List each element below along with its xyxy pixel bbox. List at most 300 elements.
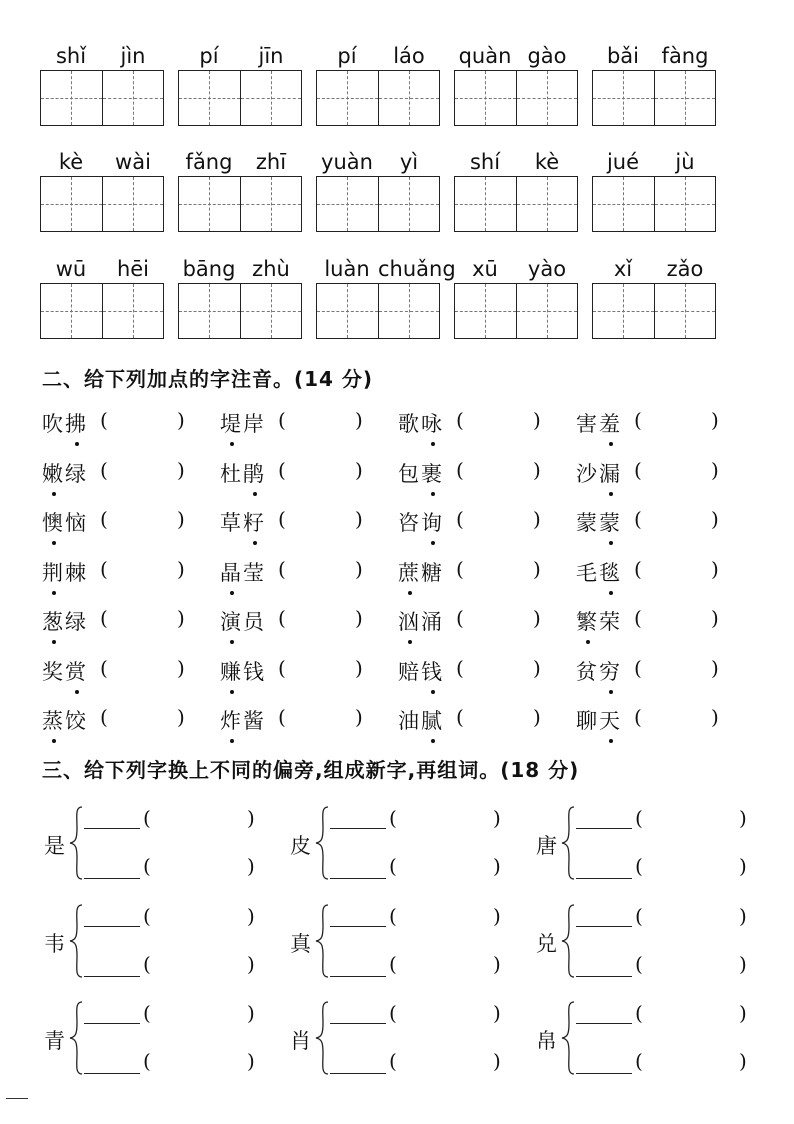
pinyin-answer-blank[interactable] <box>290 408 352 434</box>
pinyin-syllable: yuàn <box>321 150 373 174</box>
answer-paren-open: ( <box>456 408 464 432</box>
tianzige-cell[interactable] <box>516 71 578 125</box>
pinyin-syllable: jué <box>606 150 640 174</box>
word-paren-close: ) <box>493 1001 501 1025</box>
writing-grid[interactable] <box>454 176 578 232</box>
dotted-char: 蔗 <box>398 557 421 587</box>
word-text <box>220 408 266 438</box>
answer-paren-open: ( <box>634 457 642 482</box>
writing-grid[interactable] <box>592 70 716 126</box>
tianzige-cell[interactable] <box>179 71 240 125</box>
pinyin-syllable: zǎo <box>666 257 704 281</box>
tianzige-cell[interactable] <box>455 177 516 231</box>
answer-paren-close: ) <box>355 408 363 432</box>
new-char-blank[interactable] <box>576 926 632 927</box>
pinyin-labels <box>454 255 578 283</box>
pinyin-labels <box>592 148 716 176</box>
pinyin-answer-blank[interactable] <box>646 458 708 484</box>
annotation-item <box>398 652 576 692</box>
word-text <box>398 458 444 488</box>
new-char-blank[interactable] <box>330 976 386 977</box>
dotted-char: 腻 <box>421 705 444 735</box>
base-character: 帛 <box>536 1029 557 1053</box>
answer-paren-open: ( <box>456 606 464 630</box>
writing-grid[interactable] <box>316 70 440 126</box>
pinyin-syllable: zhī <box>255 150 287 174</box>
answer-paren-close: ) <box>711 606 719 630</box>
answer-paren-close: ) <box>711 556 719 581</box>
base-character: 兑 <box>536 932 557 956</box>
answer-paren-open: ( <box>278 556 286 581</box>
pinyin-labels <box>40 42 164 70</box>
pinyin-answer-blank[interactable] <box>646 705 708 731</box>
tianzige-cell[interactable] <box>654 284 716 338</box>
pinyin-answer-blank[interactable] <box>112 557 174 583</box>
word-paren-open: ( <box>389 904 397 928</box>
word-text <box>398 507 444 537</box>
annotation-item <box>42 404 220 444</box>
brace-path <box>562 905 574 977</box>
dotted-char: 天 <box>599 705 622 735</box>
tianzige-cell[interactable] <box>654 71 716 125</box>
answer-paren-close: ) <box>355 705 363 729</box>
section2-heading: 二、给下列加点的字注音。(14 分) <box>42 367 374 391</box>
answer-paren-open: ( <box>278 705 286 729</box>
answer-paren-open: ( <box>456 457 464 482</box>
dotted-char: 炸 <box>220 705 243 735</box>
writing-grid[interactable] <box>454 70 578 126</box>
tianzige-cell[interactable] <box>317 177 378 231</box>
annotation-row <box>42 602 742 642</box>
dotted-char: 拂 <box>65 408 88 438</box>
word-char: 赔 <box>398 659 421 684</box>
writing-grid[interactable] <box>454 283 578 339</box>
answer-paren-close: ) <box>533 457 541 482</box>
pinyin-syllable: jù <box>675 150 695 174</box>
word-char: 贫 <box>576 659 599 684</box>
radical-group <box>536 806 756 890</box>
tianzige-cell[interactable] <box>41 177 102 231</box>
word-paren-open: ( <box>635 952 643 976</box>
tianzige-cell[interactable] <box>516 284 578 338</box>
word-paren-close: ) <box>739 1049 747 1073</box>
new-char-blank[interactable] <box>84 1023 140 1024</box>
word-paren-close: ) <box>247 806 255 830</box>
pinyin-labels <box>316 148 440 176</box>
pinyin-syllable: yì <box>399 150 419 174</box>
answer-paren-close: ) <box>355 655 363 680</box>
pinyin-word-group <box>454 42 578 132</box>
pinyin-syllable: yào <box>527 257 567 281</box>
annotation-item <box>398 553 576 593</box>
pinyin-word-group <box>178 255 302 345</box>
brace-path <box>562 1002 574 1074</box>
word-text <box>220 507 266 537</box>
tianzige-cell[interactable] <box>41 284 102 338</box>
pinyin-answer-blank[interactable] <box>646 557 708 583</box>
word-paren-open: ( <box>635 904 643 928</box>
tianzige-cell[interactable] <box>593 71 654 125</box>
word-paren-open: ( <box>389 1049 397 1073</box>
pinyin-syllable: shǐ <box>55 44 87 68</box>
new-char-blank[interactable] <box>330 1023 386 1024</box>
annotation-item <box>42 701 220 741</box>
pinyin-answer-blank[interactable] <box>646 656 708 682</box>
annotation-item <box>220 701 398 741</box>
answer-paren-close: ) <box>177 655 185 680</box>
pinyin-answer-blank[interactable] <box>290 557 352 583</box>
answer-paren-open: ( <box>456 556 464 581</box>
dotted-char: 懊 <box>42 507 65 537</box>
answer-paren-open: ( <box>100 655 108 680</box>
pinyin-answer-blank[interactable] <box>112 408 174 434</box>
answer-paren-open: ( <box>278 655 286 680</box>
word-paren-close: ) <box>247 1001 255 1025</box>
pinyin-syllable: xū <box>472 257 498 281</box>
answer-paren-open: ( <box>634 408 642 432</box>
answer-paren-close: ) <box>533 606 541 630</box>
word-paren-open: ( <box>143 904 151 928</box>
new-char-blank[interactable] <box>330 878 386 879</box>
radical-group <box>290 806 510 890</box>
pinyin-answer-blank[interactable] <box>468 507 530 533</box>
pinyin-word-group <box>592 255 716 345</box>
pinyin-syllable: láo <box>393 44 425 68</box>
new-char-blank[interactable] <box>330 926 386 927</box>
answer-paren-close: ) <box>711 408 719 432</box>
annotation-item <box>576 652 754 692</box>
answer-paren-open: ( <box>456 705 464 729</box>
tianzige-cell[interactable] <box>654 177 716 231</box>
tianzige-cell[interactable] <box>455 71 516 125</box>
new-char-blank[interactable] <box>576 1073 632 1074</box>
word-paren-close: ) <box>493 806 501 830</box>
annotation-item <box>42 602 220 642</box>
word-paren-close: ) <box>739 1001 747 1025</box>
word-paren-open: ( <box>143 854 151 878</box>
pinyin-answer-blank[interactable] <box>646 408 708 434</box>
tianzige-cell[interactable] <box>102 71 164 125</box>
writing-grid[interactable] <box>316 176 440 232</box>
writing-grid[interactable] <box>592 176 716 232</box>
tianzige-cell[interactable] <box>102 284 164 338</box>
answer-paren-open: ( <box>100 408 108 432</box>
annotation-row <box>42 553 742 593</box>
writing-grid[interactable] <box>178 70 302 126</box>
word-paren-open: ( <box>143 1001 151 1025</box>
answer-paren-close: ) <box>355 556 363 581</box>
word-text <box>576 705 622 735</box>
dotted-char: 漏 <box>599 458 622 488</box>
brace-path <box>70 905 82 977</box>
pinyin-syllable: bāng <box>182 257 236 281</box>
pinyin-word-group <box>178 42 302 132</box>
word-text <box>576 656 622 686</box>
section3-heading: 三、给下列字换上不同的偏旁,组成新字,再组词。(18 分) <box>42 758 580 782</box>
curly-brace-icon <box>560 1001 576 1075</box>
answer-paren-open: ( <box>100 556 108 581</box>
pinyin-syllable: pí <box>337 44 357 68</box>
annotation-item <box>576 503 754 543</box>
curly-brace-icon <box>560 904 576 978</box>
dotted-char: 赏 <box>65 656 88 686</box>
word-text <box>576 458 622 488</box>
tianzige-cell[interactable] <box>593 284 654 338</box>
word-paren-open: ( <box>389 1001 397 1025</box>
answer-paren-close: ) <box>177 705 185 729</box>
word-text <box>220 656 266 686</box>
pinyin-word-group <box>316 42 440 132</box>
writing-grid[interactable] <box>178 176 302 232</box>
word-char: 毛 <box>576 560 599 585</box>
tianzige-cell[interactable] <box>593 177 654 231</box>
pinyin-labels <box>40 148 164 176</box>
pinyin-word-group <box>40 42 164 132</box>
annotation-item <box>42 553 220 593</box>
annotation-item <box>42 454 220 494</box>
pinyin-answer-blank[interactable] <box>290 507 352 533</box>
radical-group <box>536 1001 756 1085</box>
annotation-item <box>220 454 398 494</box>
word-paren-close: ) <box>493 904 501 928</box>
pinyin-word-group <box>592 42 716 132</box>
pinyin-syllable: wū <box>55 257 87 281</box>
writing-grid[interactable] <box>316 283 440 339</box>
answer-paren-close: ) <box>355 507 363 531</box>
writing-grid[interactable] <box>178 283 302 339</box>
tianzige-cell[interactable] <box>317 71 378 125</box>
dotted-char: 嫩 <box>42 458 65 488</box>
writing-grid[interactable] <box>592 283 716 339</box>
dotted-char: 穷 <box>599 656 622 686</box>
pinyin-word-group <box>454 255 578 345</box>
annotation-item <box>576 454 754 494</box>
tianzige-cell[interactable] <box>455 284 516 338</box>
answer-paren-open: ( <box>100 457 108 482</box>
pinyin-answer-blank[interactable] <box>290 656 352 682</box>
answer-paren-open: ( <box>100 705 108 729</box>
curly-brace-icon <box>314 806 330 880</box>
word-paren-open: ( <box>143 806 151 830</box>
new-char-blank[interactable] <box>576 1023 632 1024</box>
new-char-blank[interactable] <box>330 828 386 829</box>
pinyin-word-group <box>316 148 440 238</box>
pinyin-word-group <box>592 148 716 238</box>
pinyin-syllable: xǐ <box>613 257 633 281</box>
word-char: 草 <box>220 511 243 535</box>
word-char: 咨 <box>398 511 421 535</box>
word-paren-open: ( <box>635 1001 643 1025</box>
word-text <box>42 507 88 537</box>
annotation-item <box>220 503 398 543</box>
word-paren-close: ) <box>247 904 255 928</box>
word-char: 员 <box>243 610 266 634</box>
pinyin-answer-blank[interactable] <box>468 557 530 583</box>
curly-brace-icon <box>314 1001 330 1075</box>
new-char-blank[interactable] <box>84 926 140 927</box>
curly-brace-icon <box>68 904 84 978</box>
radical-group <box>44 904 264 988</box>
annotation-item <box>220 553 398 593</box>
answer-paren-close: ) <box>177 606 185 630</box>
word-char: 荣 <box>599 610 622 634</box>
pinyin-answer-blank[interactable] <box>646 606 708 632</box>
word-char: 包 <box>398 461 421 486</box>
tianzige-cell[interactable] <box>378 177 440 231</box>
writing-grid[interactable] <box>40 176 164 232</box>
annotation-item <box>576 602 754 642</box>
curly-brace-icon <box>314 904 330 978</box>
word-paren-close: ) <box>739 904 747 928</box>
dotted-char: 繁 <box>576 606 599 636</box>
dotted-char: 堤 <box>220 408 243 438</box>
word-paren-close: ) <box>739 952 747 976</box>
annotation-item <box>220 602 398 642</box>
dotted-char: 裹 <box>421 458 444 488</box>
pinyin-labels <box>40 255 164 283</box>
word-char: 莹 <box>243 560 266 585</box>
dotted-char: 咏 <box>421 408 444 438</box>
pinyin-answer-blank[interactable] <box>468 705 530 731</box>
new-char-blank[interactable] <box>84 828 140 829</box>
answer-paren-open: ( <box>634 705 642 729</box>
brace-path <box>316 905 328 977</box>
answer-paren-close: ) <box>355 606 363 630</box>
pinyin-syllable: fǎng <box>185 150 233 174</box>
new-char-blank[interactable] <box>576 878 632 879</box>
pinyin-labels <box>592 255 716 283</box>
answer-paren-close: ) <box>177 457 185 482</box>
annotation-item <box>398 503 576 543</box>
tianzige-cell[interactable] <box>240 71 302 125</box>
pinyin-answer-blank[interactable] <box>646 507 708 533</box>
tianzige-cell[interactable] <box>378 284 440 338</box>
pinyin-answer-blank[interactable] <box>290 606 352 632</box>
tianzige-cell[interactable] <box>378 71 440 125</box>
word-text <box>220 557 266 587</box>
word-paren-close: ) <box>739 806 747 830</box>
pinyin-answer-blank[interactable] <box>112 606 174 632</box>
answer-paren-close: ) <box>533 705 541 729</box>
answer-paren-close: ) <box>711 655 719 680</box>
word-text <box>576 408 622 438</box>
annotation-row <box>42 652 742 692</box>
new-char-blank[interactable] <box>84 1073 140 1074</box>
radical-group <box>290 904 510 988</box>
pinyin-answer-blank[interactable] <box>290 458 352 484</box>
base-character: 唐 <box>536 834 557 858</box>
new-char-blank[interactable] <box>84 976 140 977</box>
answer-paren-close: ) <box>177 556 185 581</box>
word-char: 歌 <box>398 412 421 436</box>
annotation-row <box>42 454 742 494</box>
radical-group <box>290 1001 510 1085</box>
pinyin-row <box>40 42 760 152</box>
pinyin-syllable: hēi <box>116 257 150 281</box>
pinyin-answer-blank[interactable] <box>468 656 530 682</box>
pinyin-answer-blank[interactable] <box>112 705 174 731</box>
tianzige-cell[interactable] <box>179 284 240 338</box>
tianzige-cell[interactable] <box>240 284 302 338</box>
tianzige-cell[interactable] <box>240 177 302 231</box>
word-paren-open: ( <box>635 806 643 830</box>
tianzige-cell[interactable] <box>516 177 578 231</box>
pinyin-answer-blank[interactable] <box>468 606 530 632</box>
word-text <box>42 656 88 686</box>
pinyin-answer-blank[interactable] <box>112 656 174 682</box>
word-text <box>398 656 444 686</box>
word-text <box>576 557 622 587</box>
answer-paren-open: ( <box>100 507 108 531</box>
new-char-blank[interactable] <box>330 1073 386 1074</box>
word-text <box>42 705 88 735</box>
word-text <box>576 606 622 636</box>
word-char: 糖 <box>421 560 444 585</box>
answer-paren-open: ( <box>278 408 286 432</box>
pinyin-word-group <box>454 148 578 238</box>
word-char: 绿 <box>65 610 88 634</box>
word-text <box>398 557 444 587</box>
word-text <box>220 705 266 735</box>
dotted-char: 荆 <box>42 557 65 587</box>
pinyin-answer-blank[interactable] <box>112 458 174 484</box>
tianzige-cell[interactable] <box>317 284 378 338</box>
word-paren-close: ) <box>247 1049 255 1073</box>
word-text <box>220 606 266 636</box>
annotation-item <box>42 652 220 692</box>
answer-paren-open: ( <box>278 606 286 630</box>
base-character: 韦 <box>44 932 65 956</box>
writing-grid[interactable] <box>40 70 164 126</box>
pinyin-answer-blank[interactable] <box>468 408 530 434</box>
brace-path <box>70 1002 82 1074</box>
writing-grid[interactable] <box>40 283 164 339</box>
word-char: 害 <box>576 412 599 436</box>
answer-paren-close: ) <box>711 705 719 729</box>
word-paren-open: ( <box>635 1049 643 1073</box>
pinyin-labels <box>316 42 440 70</box>
base-character: 是 <box>44 834 65 858</box>
pinyin-syllable: bǎi <box>606 44 640 68</box>
dotted-char: 演 <box>220 606 243 636</box>
word-paren-close: ) <box>493 952 501 976</box>
new-char-blank[interactable] <box>576 976 632 977</box>
dotted-char: 籽 <box>243 507 266 537</box>
word-text <box>576 507 622 537</box>
annotation-row <box>42 404 742 444</box>
pinyin-answer-blank[interactable] <box>468 458 530 484</box>
answer-paren-close: ) <box>711 457 719 482</box>
tianzige-cell[interactable] <box>41 71 102 125</box>
word-paren-close: ) <box>739 854 747 878</box>
word-char: 饺 <box>65 709 88 733</box>
new-char-blank[interactable] <box>84 878 140 879</box>
tianzige-cell[interactable] <box>102 177 164 231</box>
annotation-item <box>576 701 754 741</box>
dotted-char: 羞 <box>599 408 622 438</box>
answer-paren-close: ) <box>355 457 363 482</box>
new-char-blank[interactable] <box>576 828 632 829</box>
word-char: 恼 <box>65 511 88 535</box>
pinyin-row <box>40 255 760 365</box>
pinyin-answer-blank[interactable] <box>112 507 174 533</box>
radical-group <box>44 1001 264 1085</box>
pinyin-answer-blank[interactable] <box>290 705 352 731</box>
dotted-char: 询 <box>421 507 444 537</box>
pinyin-syllable: zhù <box>252 257 290 281</box>
tianzige-cell[interactable] <box>179 177 240 231</box>
annotation-item <box>398 454 576 494</box>
